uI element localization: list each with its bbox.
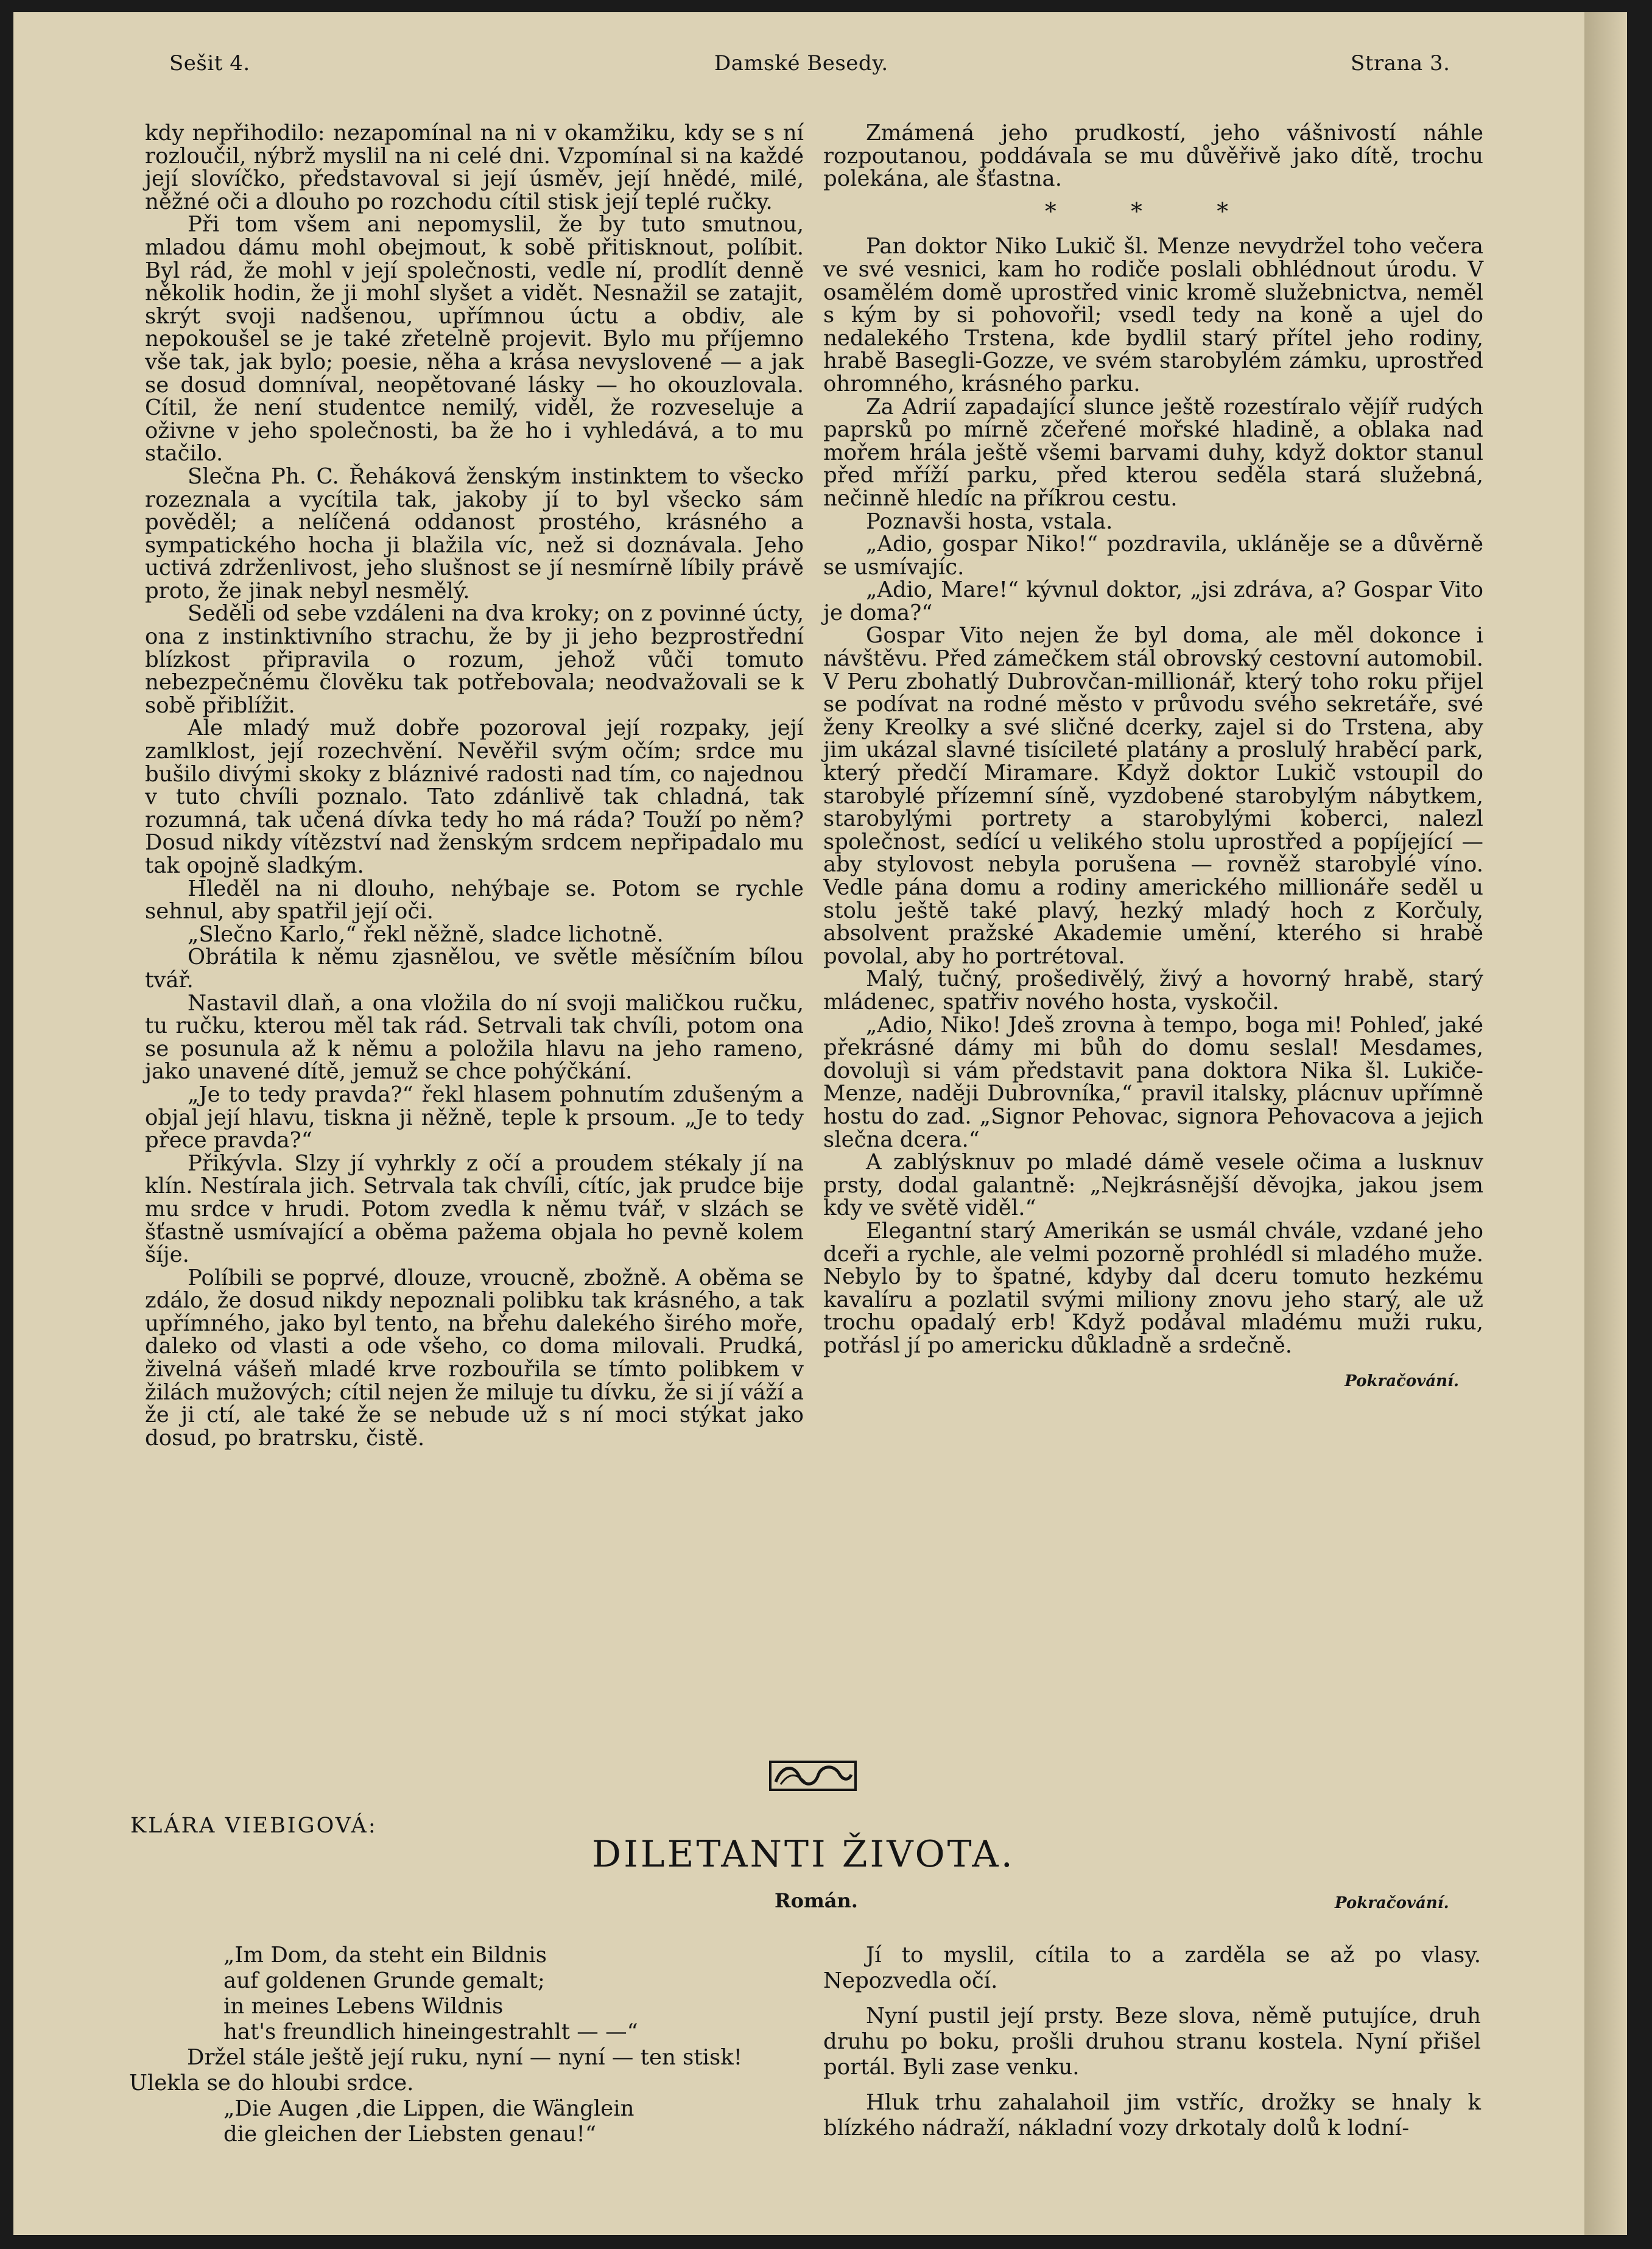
right-paragraph: „Adio, Mare!“ kývnul doktor, „jsi zdráva, a? Gospar Vito je doma?“ [823,577,1483,625]
left-paragraph: Ale mladý muž dobře pozoroval její rozpaky, její zamlklost, její rozechvění. Nevěřil svým očím; srdce mu bušilo divými skoky z bláznivé radosti nad tím, co najednou v tuto chvíli poznalo. Tato zdánlivě tak chladná, tak rozumná, tak učená dívka tedy ho má ráda? Touží po něm? Dosud nikdy vítězství nad ženským srdcem nepřipadalo mu tak opojně sladkým. [145,716,804,878]
left-paragraph: Přikývla. Slzy jí vyhrkly z očí a proudem stékaly jí na klín. Nestírala jich. Setrvala tak chvíli, cítíc, jak prudce bije mu srdce v hrudi. Potom zvedla k němu tvář, v slzách se šťastně usmívající a oběma pažema objala ho pevně kolem šíje. [145,1150,804,1268]
left-paragraph: Obrátila k němu zjasnělou, ve světle měsíčním bílou tvář. [145,945,804,993]
poem-line: in meines Lebens Wildnis [223,1994,504,2019]
left-paragraph: Slečna Ph. C. Řeháková ženským instinktem to všecko rozeznala a vycítila tak, jakoby jí to byl všecko sám pověděl; a nelíčená oddanost prostého, krásného a sympatického hocha ji blažila víc, než si doznávala. Jeho uctivá zdrženlivost, jeho slušnost se jí nesmírně líbily právě proto, že jinak nebyl nesmělý. [145,463,804,604]
page-spine-shadow [1584,12,1627,2235]
poem-line: „Im Dom, da steht ein Bildnis [223,1943,547,1968]
right-paragraph: Malý, tučný, prošedivělý, živý a hovorný hrabě, starý mládenec, spatřiv nového hosta, vyskočil. [823,966,1483,1015]
left-paragraph: kdy nepřihodilo: nezapomínal na ni v okamžiku, kdy se s ní rozloučil, nýbrž myslil na ni celé dni. Vzpomínal si na každé její slovíčko, představoval si její úsměv, její hnědé, milé, něžné oči a dlouho po rozchodu cítil stisk její teplé ručky. [145,121,804,214]
poem-line: „Die Augen ,die Lippen, die Wänglein [223,2096,634,2121]
header-page-number: Strana 3. [1351,51,1450,76]
section-break-stars: * * * [1044,197,1262,225]
left-paragraph: „Slečno Karlo,“ řekl něžně, sladce lichotně. [188,921,664,947]
right-paragraph: „Adio, gospar Niko!“ pozdravila, ukláněje se a důvěrně se usmívajíc. [823,532,1483,580]
poem-block [129,1943,811,2147]
right-paragraph: Pan doktor Niko Lukič šl. Menze nevydržel toho večera ve své vesnici, kam ho rodiče poslali obhlédnout úrodu. V osamělém domě uprostřed vinic kromě služebnictva, neměl s kým by si pohovořil; vsedl tedy na koně a ujel do nedalekého Trstena, kde bydlil starý přítel jeho rodiny, hrabě Basegli-Gozze, ve svém starobylém zámku, uprostřed ohromného, krásného parku. [823,234,1483,396]
second-story-right-column [823,1943,1481,2151]
left-column [145,122,804,1449]
right-paragraph: Poznavši hosta, vstala. [866,509,1113,534]
right-paragraph: Elegantní starý Amerikán se usmál chvále, vzdané jeho dceři a rychle, ale velmi pozorně prohlédl si mladého muže. Nebylo by to špatné, kdyby dal dceru tomuto hezkému kavalíru a pozlatil svými miliony znovu jeho starý, ale už trochu opadalý erb! Když podával mladému muži ruku, potřásl jí po americku důkladně a srdečně. [823,1218,1483,1358]
story-paragraph: Jí to myslil, cítila to a zarděla se až po vlasy. Nepozvedla očí. [823,1943,1481,1993]
continued-label: Pokračování. [1344,1372,1459,1391]
story-paragraph: Nyní pustil její prsty. Beze slova, němě putujíce, druh druhu po boku, prošli druhou stranu kostela. Nyní přišel portál. Byli zase venku. [823,2004,1481,2080]
continued-label-second: Pokračování. [1335,1894,1449,1912]
header-magazine-title: Damské Besedy. [714,51,888,76]
story-author: KLÁRA VIEBIGOVÁ: [130,1814,378,1838]
right-paragraph: A zablýsknuv po mladé dámě vesele očima a lusknuv prsty, dodal galantně: „Nejkrásnější děvojka, jakou jsem kdy ve světě viděl.“ [823,1150,1483,1221]
right-paragraph: „Adio, Niko! Jdeš zrovna à tempo, boga mi! Pohleď, jaké překrásné dámy mi bůh do domu seslal! Mesdames, dovolujì si vám představit pana doktora Nika šl. Lukiče-Menze, naději Dubrovníka,“ pravil italsky, plácnuv upřímně hostu do zad. „Signor Pehovac, signora Pehovacova a jejich slečna dcera.“ [823,1012,1483,1152]
left-paragraph: Seděli od sebe vzdáleni na dva kroky; on z povinné úcty, ona z instinktivního strachu, že by ji jeho bezprostřední blízkost připravila o rozum, jehož vůči tomuto nebezpečnému člověku tak potřebovala; neodvažovali se k sobě přiblížit. [145,601,804,718]
story-title: DILETANTI ŽIVOTA. [592,1833,1015,1876]
left-paragraph: „Je to tedy pravda?“ řekl hlasem pohnutím zdušeným a objal její hlavu, tiskna ji něžně, teple k prsoum. „Je to tedy přece pravda?“ [145,1082,804,1153]
left-paragraph: Políbili se poprvé, dlouze, vroucně, zbožně. A oběma se zdálo, že dosud nikdy nepoznali polibku tak krásného, a tak upřímného, jako byl tento, na břehu dalekého širého moře, daleko od vlasti a ode všeho, co doma milovali. Prudká, živelná vášeň mladé krve rozbouřila se tímto polibkem v žilách mužových; cítil nejen že miluje tu dívku, že si jí váží a že ji ctí, ale také že se nebude už s ní moci stýkat jako dosud, po bratrsku, čistě. [145,1265,804,1451]
ornamental-divider-icon [768,1760,857,1792]
header-issue: Sešit 4. [169,51,250,76]
left-paragraph: Při tom všem ani nepomyslil, že by tuto smutnou, mladou dámu mohl obejmout, k sobě přitisknout, políbit. Byl rád, že mohl v její společnosti, vedle ní, prodlít denně několik hodin, že ji mohl slyšet a vidět. Nesnažil se zatajit, skrýt svoji nadšenou, upřímnou úctu a obdiv, ale nepokoušel se je také zřetelně projevit. Bylo mu příjemno vše tak, jak bylo; poesie, něha a krása nevyslovené — a jak se dosud domníval, neopětované lásky — ho okouzlovala. Cítil, že není studentce nemilý, viděl, že rozveseluje a oživne v jeho společnosti, ba že ho i vyhledává, a to mu stačilo. [145,212,804,466]
right-intro-paragraph: Zmámená jeho prudkostí, jeho vášnivostí náhle rozpoutanou, poddávala se mu důvěřivě jako dítě, trochu polekána, ale šťastna. [823,121,1483,192]
story-paragraph: Hluk trhu zahalahoil jim vstříc, drožky se hnaly k blízkého nádraží, nákladní vozy drkotaly dolů k lodní- [823,2090,1481,2141]
poem-line: die gleichen der Liebsten genau!“ [223,2122,597,2147]
magazine-page [13,12,1627,2235]
poem-line: auf goldenen Grunde gemalt; [223,1968,545,1993]
poem-line: hat's freundlich hineingestrahlt — —“ [223,2019,638,2044]
right-column [823,122,1483,1393]
story-line: Ulekla se do hloubi srdce. [129,2071,414,2096]
left-paragraph: Hleděl na ni dlouho, nehýbaje se. Potom se rychle sehnul, aby spatřil její oči. [145,876,804,924]
right-paragraph: Gospar Vito nejen že byl doma, ale měl dokonce i návštěvu. Před zámečkem stál obrovský cestovní automobil. V Peru zbohatlý Dubrovčan-millionář, který toho roku přijel se podívat na rodné město v průvodu svého sekretáře, své ženy Kreolky a své sličné dcerky, zajel si do Trstena, aby jim ukázal slavné tisícileté platány a proslulý hraběcí park, který předčí Miramare. Když doktor Lukič vstoupil do starobylé přízemní síně, vyzdobené starobylým nábytkem, starobylými portrety a starobylými koberci, nalezl společnost, sedící u velikého stolu uprostřed a popíjející — aby stylovost nebyla porušena — rovněž starobylé víno. Vedle pána domu a rodiny amerického millionáře seděl u stolu ještě také plavý, hezký mladý hoch z Korčuly, absolvent pražské Akademie umění, kterého si hrabě povolal, aby ho portrétoval. [823,623,1483,969]
story-line: Držel stále ještě její ruku, nyní — nyní — ten stisk! [187,2045,742,2070]
story-subtitle: Román. [775,1889,858,1912]
right-paragraph: Za Adrií zapadající slunce ještě rozestíralo vějíř rudých paprsků po mírně zčeřené mořské hladině, a oblaka nad mořem hrála ještě všemi barvami duhy, když doktor stanul před mříží parku, před kterou seděla stará služebná, nečinně hledíc na příkrou cestu. [823,394,1483,511]
left-paragraph: Nastavil dlaň, a ona vložila do ní svoji maličkou ručku, tu ručku, kterou měl tak rád. Setrvali tak chvíli, potom ona se posunula až k němu a položila hlavu na jeho rameno, jako unavené dítě, jemuž se chce pohýčkání. [145,990,804,1085]
